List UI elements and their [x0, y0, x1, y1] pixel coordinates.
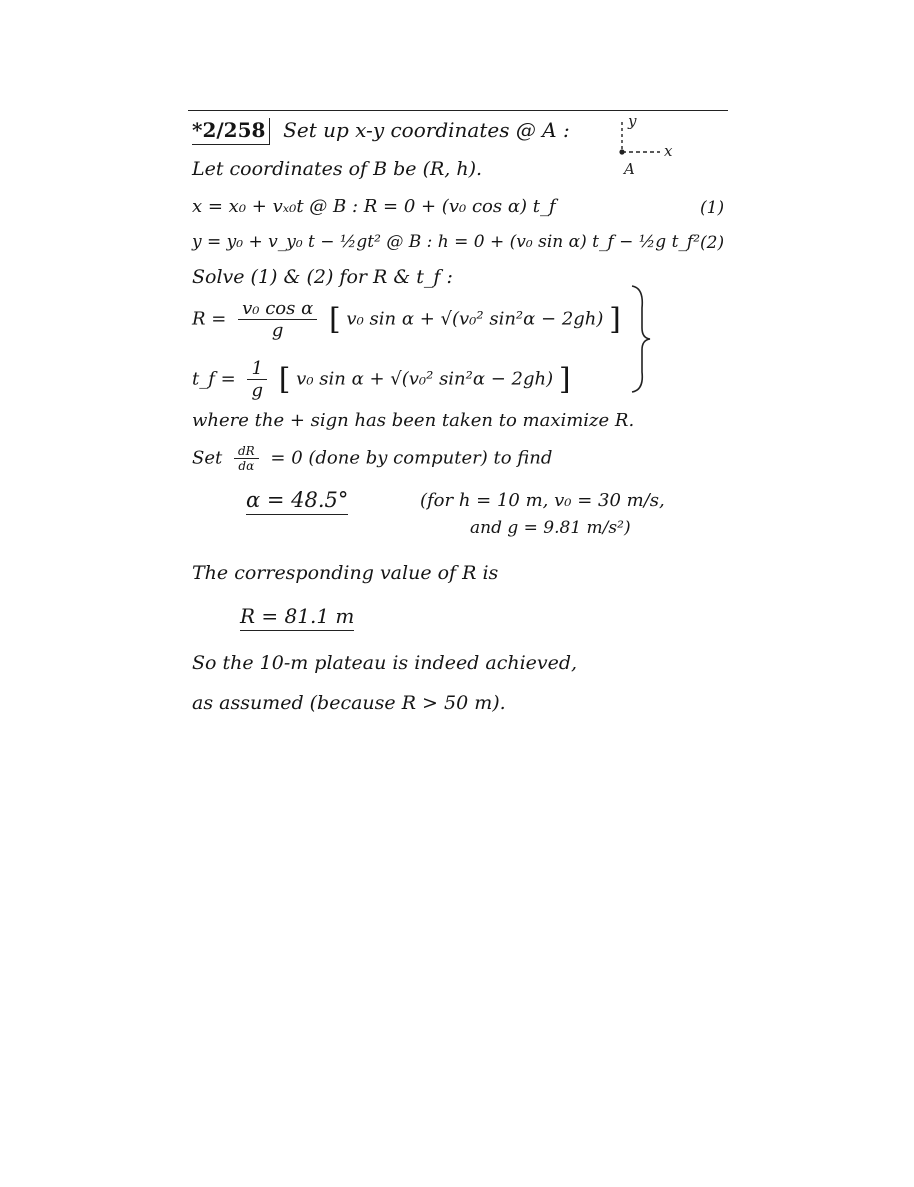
tf-expression: t_f = $\frac{1}{g}$ [ v₀ sin α + √(v₀² sin²α − 2gh) ] — [192, 358, 571, 401]
solve-line: Solve (1) & (2) for R & t_f : — [192, 266, 453, 288]
R-bracket-content: v₀ sin α + √(v₀² sin²α − 2gh) — [346, 308, 604, 330]
alpha-result — [246, 488, 348, 512]
conclusion-line-1: So the 10-m plateau is indeed achieved, — [192, 652, 578, 674]
R-result — [240, 604, 354, 628]
where-line: where the + sign has been taken to maximize R. — [192, 410, 635, 431]
conclusion-line-2: as assumed (because R > 50 m). — [192, 692, 506, 714]
setup-text: Set up x-y coordinates @ A : — [283, 118, 570, 142]
given-values-1: (for h = 10 m, v₀ = 30 m/s, — [420, 490, 665, 511]
R-fraction-denominator: g — [271, 320, 284, 341]
top-rule — [188, 110, 728, 111]
tf-fraction — [247, 358, 267, 401]
grouping-brace — [628, 284, 654, 394]
tf-lhs: t_f = — [192, 368, 236, 390]
derivative-denominator: dα — [238, 459, 255, 473]
equation-2: y = y₀ + v_y₀ t − ½gt² @ B : h = 0 + (v₀ sin α) t_f − ½g t_f² — [192, 232, 701, 252]
R-expression: R = $\frac{\text{v₀ cos α}}{g}$ [ v₀ sin α + √(v₀² sin²α − 2gh) ] — [192, 298, 621, 341]
equation-2-number: (2) — [700, 233, 725, 253]
axis-origin-label: A — [624, 160, 635, 178]
problem-number: *2/258 — [192, 118, 270, 145]
coordinate-sketch — [612, 114, 692, 178]
tf-fraction-numerator: 1 — [247, 358, 267, 380]
alpha-result-value: α = 48.5° — [246, 488, 348, 515]
axis-y-label: y — [628, 114, 637, 130]
R-result-value: R = 81.1 m — [240, 604, 354, 631]
coords-b-line: Let coordinates of B be (R, h). — [192, 158, 483, 180]
tf-bracket-content: v₀ sin α + √(v₀² sin²α − 2gh) — [296, 368, 554, 390]
derivative-numerator: dR — [234, 444, 259, 459]
given-values-2: and g = 9.81 m/s²) — [470, 518, 631, 538]
R-fraction-numerator: v₀ cos α — [238, 298, 317, 320]
corresponding-line: The corresponding value of R is — [192, 562, 499, 584]
set-line — [192, 444, 552, 473]
axis-x-label: x — [664, 142, 673, 160]
equation-1-number: (1) — [700, 198, 725, 218]
set-rest: = 0 (done by computer) to find — [270, 447, 553, 469]
derivative-fraction — [234, 444, 259, 473]
equation-1: x = x₀ + vₓ₀t @ B : R = 0 + (v₀ cos α) t_f — [192, 196, 556, 217]
tf-fraction-denominator: g — [251, 380, 263, 401]
set-word: Set — [192, 447, 223, 469]
header-line — [192, 118, 570, 142]
R-fraction — [238, 298, 317, 341]
R-lhs: R = — [192, 308, 227, 330]
